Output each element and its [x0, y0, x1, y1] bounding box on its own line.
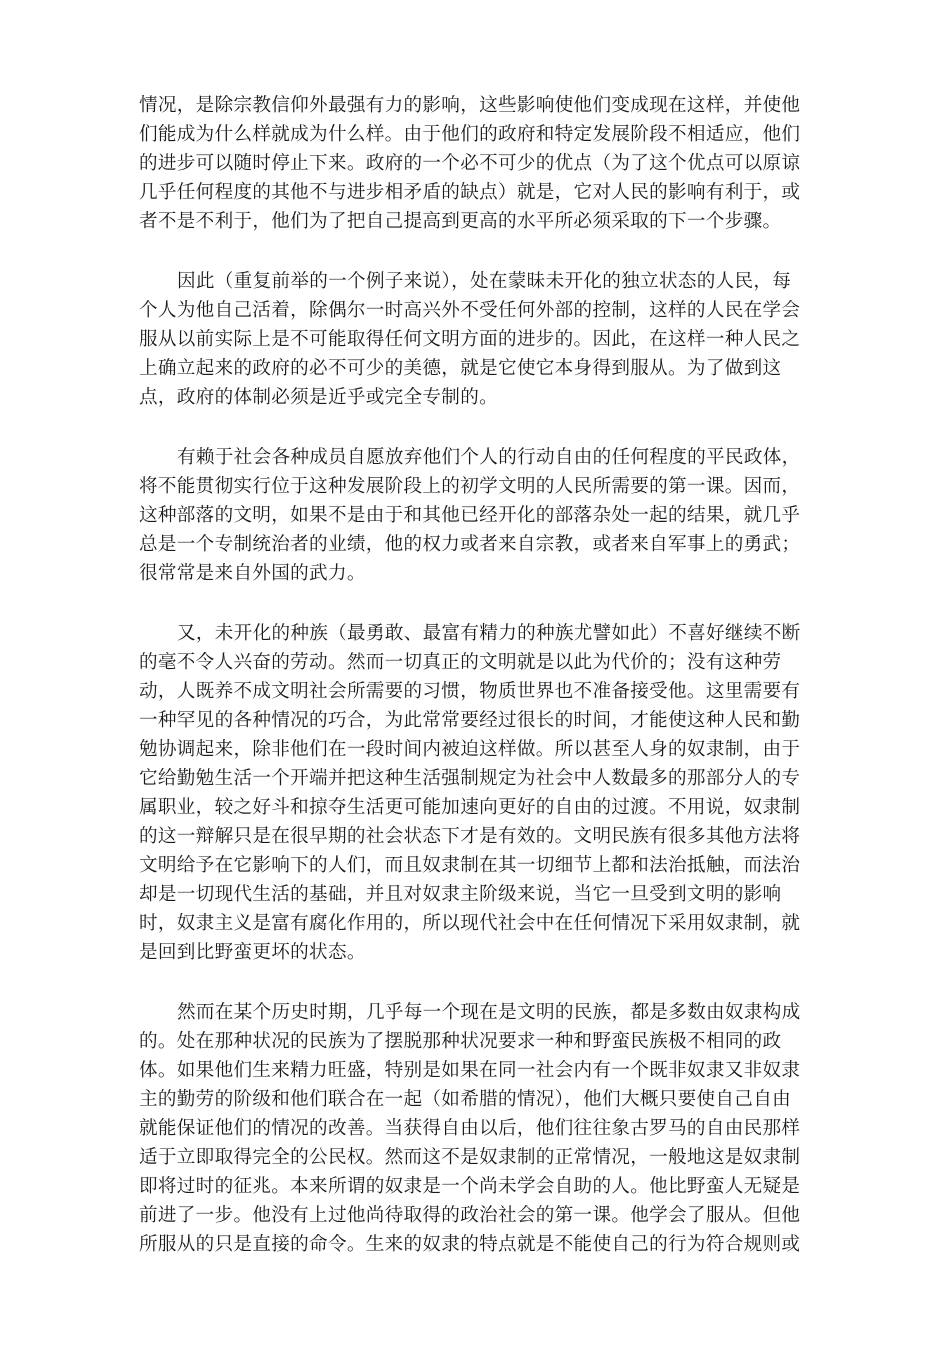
- text-line: 体。如果他们生来精力旺盛，特别是如果在同一社会内有一个既非奴隶又非奴隶: [139, 1060, 801, 1081]
- paragraph: [139, 619, 815, 967]
- text-line: 情况，是除宗教信仰外最强有力的影响，这些影响使他们变成现在这样，并使他: [139, 95, 801, 116]
- text-line: 即将过时的征兆。本来所谓的奴隶是一个尚未学会自助的人。他比野蛮人无疑是: [139, 1176, 801, 1197]
- text-line: 总是一个专制统治者的业绩，他的权力或者来自宗教，或者来自军事上的勇武；: [139, 534, 801, 555]
- text-line: 一种罕见的各种情况的巧合，为此常常要经过很长的时间，才能使这种人民和勤: [139, 710, 801, 731]
- text-line: 就能保证他们的情况的改善。当获得自由以后，他们往往象古罗马的自由民那样: [139, 1118, 801, 1139]
- text-line: 属职业，较之好斗和掠夺生活更可能加速向更好的自由的过渡。不用说，奴隶制: [139, 797, 801, 818]
- text-line: 很常常是来自外国的武力。: [139, 563, 366, 584]
- text-line: 的毫不令人兴奋的劳动。然而一切真正的文明就是以此为代价的；没有这种劳: [139, 652, 782, 673]
- text-line: 勉协调起来，除非他们在一段时间内被迫这样做。所以甚至人身的奴隶制，由于: [139, 739, 801, 760]
- text-line: 者不是不利于，他们为了把自己提高到更高的水平所必须采取的下一个步骤。: [139, 211, 782, 232]
- text-line: 动，人既养不成文明社会所需要的习惯，物质世界也不准备接受他。这里需要有: [139, 681, 801, 702]
- text-line: 又，未开化的种族（最勇敢、最富有精力的种族尤譬如此）不喜好继续不断: [177, 623, 801, 644]
- text-line: 有赖于社会各种成员自愿放弃他们个人的行动自由的任何程度的平民政体，: [177, 447, 801, 468]
- text-line: 的。处在那种状况的民族为了摆脱那种状况要求一种和野蛮民族极不相同的政: [139, 1031, 782, 1052]
- document-page: [139, 91, 815, 1290]
- text-line: 却是一切现代生活的基础，并且对奴隶主阶级来说，当它一旦受到文明的影响: [139, 884, 782, 905]
- text-line: 将不能贯彻实行位于这种发展阶段上的初学文明的人民所需要的第一课。因而，: [139, 476, 801, 497]
- text-line: 个人为他自己活着，除偶尔一时高兴外不受任何外部的控制，这样的人民在学会: [139, 300, 801, 321]
- paragraph: [139, 91, 815, 236]
- text-line: 它给勤勉生活一个开端并把这种生活强制规定为社会中人数最多的那部分人的专: [139, 768, 801, 789]
- text-line: 服从以前实际上是不可能取得任何文明方面的进步的。因此，在这样一种人民之: [139, 329, 801, 350]
- text-line: 们能成为什么样就成为什么样。由于他们的政府和特定发展阶段不相适应，他们: [139, 124, 801, 145]
- text-line: 主的勤劳的阶级和他们联合在一起（如希腊的情况），他们大概只要使自己自由: [139, 1089, 791, 1110]
- text-line: 上确立起来的政府的必不可少的美德，就是它使它本身得到服从。为了做到这: [139, 358, 782, 379]
- text-line: 点，政府的体制必须是近乎或完全专制的。: [139, 387, 498, 408]
- text-line: 是回到比野蛮更坏的状态。: [139, 942, 366, 963]
- text-line: 的这一辩解只是在很早期的社会状态下才是有效的。文明民族有很多其他方法将: [139, 826, 801, 847]
- text-line: 所服从的只是直接的命令。生来的奴隶的特点就是不能使自己的行为符合规则或: [139, 1234, 801, 1255]
- paragraph: [139, 443, 815, 588]
- paragraph: [139, 267, 815, 412]
- text-line: 这种部落的文明，如果不是由于和其他已经开化的部落杂处一起的结果，就几乎: [139, 505, 801, 526]
- text-line: 适于立即取得完全的公民权。然而这不是奴隶制的正常情况，一般地这是奴隶制: [139, 1147, 801, 1168]
- text-line: 时，奴隶主义是富有腐化作用的，所以现代社会中在任何情况下采用奴隶制，就: [139, 913, 801, 934]
- text-line: 因此（重复前举的一个例子来说），处在蒙昧未开化的独立状态的人民，每: [177, 271, 792, 292]
- paragraph: [139, 998, 815, 1259]
- text-line: 前进了一步。他没有上过他尚待取得的政治社会的第一课。他学会了服从。但他: [139, 1205, 801, 1226]
- text-line: 然而在某个历史时期，几乎每一个现在是文明的民族，都是多数由奴隶构成: [177, 1002, 801, 1023]
- text-line: 几乎任何程度的其他不与进步相矛盾的缺点）就是，它对人民的影响有利于，或: [139, 182, 801, 203]
- text-line: 文明给予在它影响下的人们，而且奴隶制在其一切细节上都和法治抵触，而法治: [139, 855, 801, 876]
- text-line: 的进步可以随时停止下来。政府的一个必不可少的优点（为了这个优点可以原谅: [139, 153, 801, 174]
